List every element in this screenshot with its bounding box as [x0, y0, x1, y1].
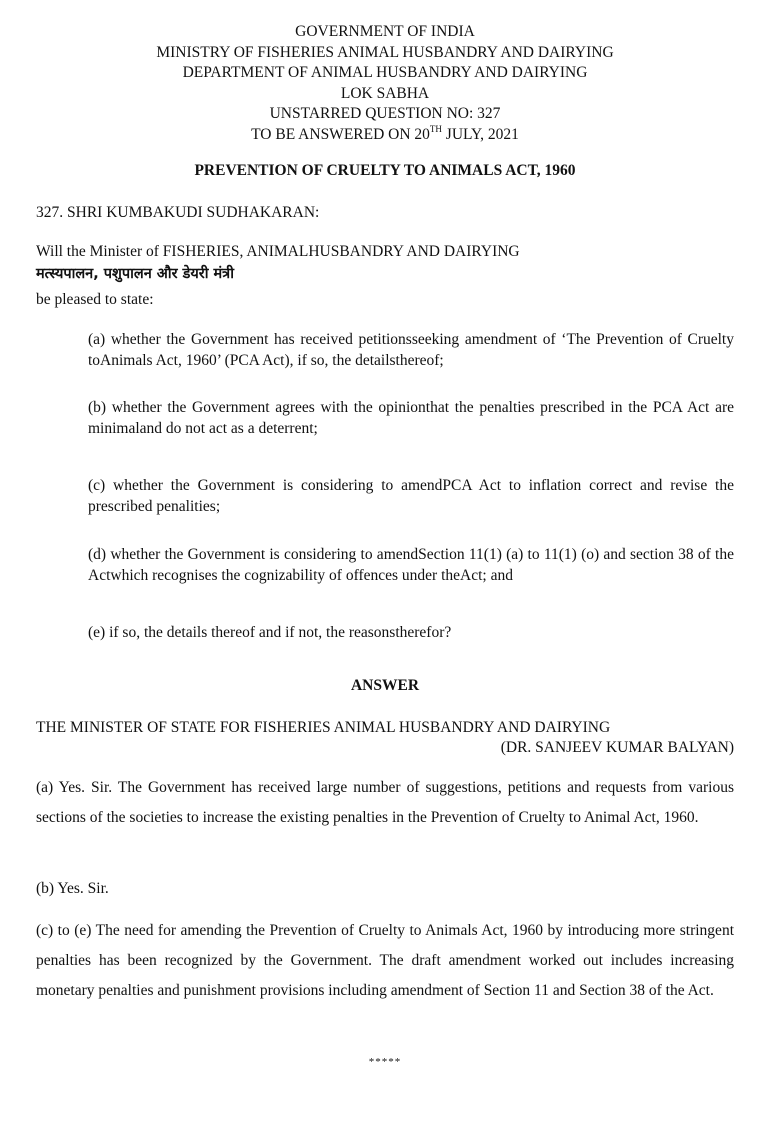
question-part-c: (c) whether the Government is considering to amendPCA Act to inflation correct and revise the prescribed penalities;	[88, 477, 734, 515]
question-part-a: (a) whether the Government has received petitionsseeking amendment of ‘The Prevention of Cruelty toAnimals Act, 1960’ (PCA Act), if so, the detailsthereof;	[88, 331, 734, 369]
question-intro-hindi: मत्स्यपालन, पशुपालन और डेयरी मंत्री	[36, 266, 234, 282]
end-mark: *****	[368, 1056, 402, 1068]
document-title: PREVENTION OF CRUELTY TO ANIMALS ACT, 1960	[194, 162, 576, 179]
question-member: 327. SHRI KUMBAKUDI SUDHAKARAN:	[36, 204, 320, 221]
answer-date-suffix: JULY, 2021	[441, 125, 519, 143]
answer-date-superscript: TH	[429, 123, 442, 134]
answer-date-prefix: TO BE ANSWERED ON 20	[251, 125, 430, 143]
header-department: DEPARTMENT OF ANIMAL HUSBANDRY AND DAIRYING	[182, 64, 588, 81]
header-house: LOK SABHA	[340, 84, 430, 102]
question-part-d: (d) whether the Government is considering to amendSection 11(1) (a) to 11(1) (o) and section 38 of the Actwhich recognises the cognizability of offences under theAct; and	[88, 546, 734, 584]
question-part-e: (e) if so, the details thereof and if not, the reasonstherefor?	[88, 624, 452, 641]
minister-title: THE MINISTER OF STATE FOR FISHERIES ANIMAL HUSBANDRY AND DAIRYING	[36, 719, 611, 736]
answer-part-c-to-e: (c) to (e) The need for amending the Prevention of Cruelty to Animals Act, 1960 by introducing more stringent penalties has been recognized by the Government. The draft amendment worked out includes increasing monetary penalties and punishment provisions including amendment of Section 11 and Section 38 of the Act.	[36, 922, 734, 999]
answer-part-b: (b) Yes. Sir.	[36, 880, 109, 897]
question-intro-end: be pleased to state:	[36, 291, 154, 308]
minister-name: (DR. SANJEEV KUMAR BALYAN)	[500, 739, 734, 756]
answer-part-a: (a) Yes. Sir. The Government has received large number of suggestions, petitions and requests from various sections of the societies to increase the existing penalties in the Prevention of Cruelty to Animal Act, 1960.	[36, 779, 734, 826]
question-part-b: (b) whether the Government agrees with the opinionthat the penalties prescribed in the PCA Act are minimaland do not act as a deterrent;	[88, 399, 734, 437]
document-header	[0, 22, 770, 145]
header-ministry: MINISTRY OF FISHERIES ANIMAL HUSBANDRY AND DAIRYING	[156, 43, 614, 61]
header-question-number: UNSTARRED QUESTION NO: 327	[269, 105, 501, 122]
header-answer-date	[0, 125, 770, 146]
answer-heading: ANSWER	[350, 677, 420, 694]
header-government: GOVERNMENT OF INDIA	[295, 23, 475, 40]
question-intro: Will the Minister of FISHERIES, ANIMALHUSBANDRY AND DAIRYING	[36, 243, 520, 260]
